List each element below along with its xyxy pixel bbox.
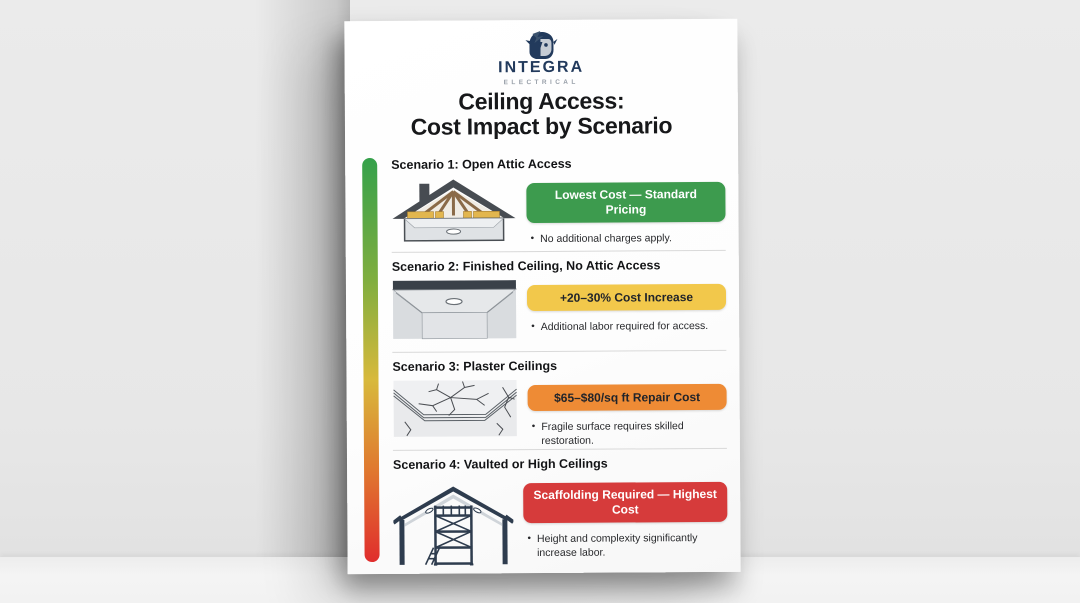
scenario-1-bullet <box>527 231 726 246</box>
knight-helmet-bolt-logo-icon <box>520 30 562 60</box>
bullet-dot-icon: • <box>531 421 536 433</box>
scenario-section-3 <box>392 351 727 451</box>
bullet-dot-icon: • <box>531 321 535 333</box>
brand-name: INTEGRA <box>498 58 585 77</box>
scenario-1-bullet-text: No additional charges apply. <box>540 232 672 246</box>
scenario-4-cost-badge: Scaffolding Required — Highest Cost <box>523 482 727 523</box>
page-title <box>345 88 738 141</box>
scenario-1-heading: Scenario 1: Open Attic Access <box>391 156 572 172</box>
scenario-4-bullet <box>523 531 727 561</box>
scenario-3-cost-badge: $65–$80/sq ft Repair Cost <box>528 384 727 411</box>
scenario-2-bullet <box>527 319 726 334</box>
scenario-4-bullet-text: Height and complexity significantly increase labor. <box>536 532 698 560</box>
cost-severity-gradient-bar <box>362 158 379 562</box>
finished-ceiling-illustration-icon <box>392 279 517 340</box>
scenario-4-heading: Scenario 4: Vaulted or High Ceilings <box>392 456 608 472</box>
brand-header <box>344 29 737 87</box>
title-line-1: Ceiling Access: <box>458 87 625 115</box>
infographic-poster <box>344 19 740 574</box>
scenario-3-bullet-text: Fragile surface requires skilled restoration. <box>541 420 684 448</box>
scenario-2-heading: Scenario 2: Finished Ceiling, No Attic Access <box>391 258 661 274</box>
scenario-section-1 <box>391 149 726 253</box>
title-line-2: Cost Impact by Scenario <box>410 112 673 141</box>
poster-wall-shadow <box>255 0 350 575</box>
bullet-dot-icon: • <box>527 533 532 545</box>
vaulted-ceiling-scaffold-illustration-icon <box>393 477 514 566</box>
scenario-2-bullet-text: Additional labor required for access. <box>540 319 709 334</box>
scenario-section-2 <box>392 251 727 353</box>
scenario-section-4 <box>393 449 728 574</box>
scenario-3-heading: Scenario 3: Plaster Ceilings <box>392 358 558 374</box>
scenario-2-cost-badge: +20–30% Cost Increase <box>527 284 726 311</box>
open-attic-house-illustration-icon <box>391 177 516 242</box>
scenario-3-bullet <box>528 419 727 449</box>
brand-subtitle: ELECTRICAL <box>503 78 579 87</box>
bullet-dot-icon: • <box>530 233 535 245</box>
scenario-list <box>391 149 728 574</box>
scenario-1-cost-badge: Lowest Cost — Standard Pricing <box>526 182 725 223</box>
cracked-plaster-ceiling-illustration-icon <box>393 379 518 438</box>
